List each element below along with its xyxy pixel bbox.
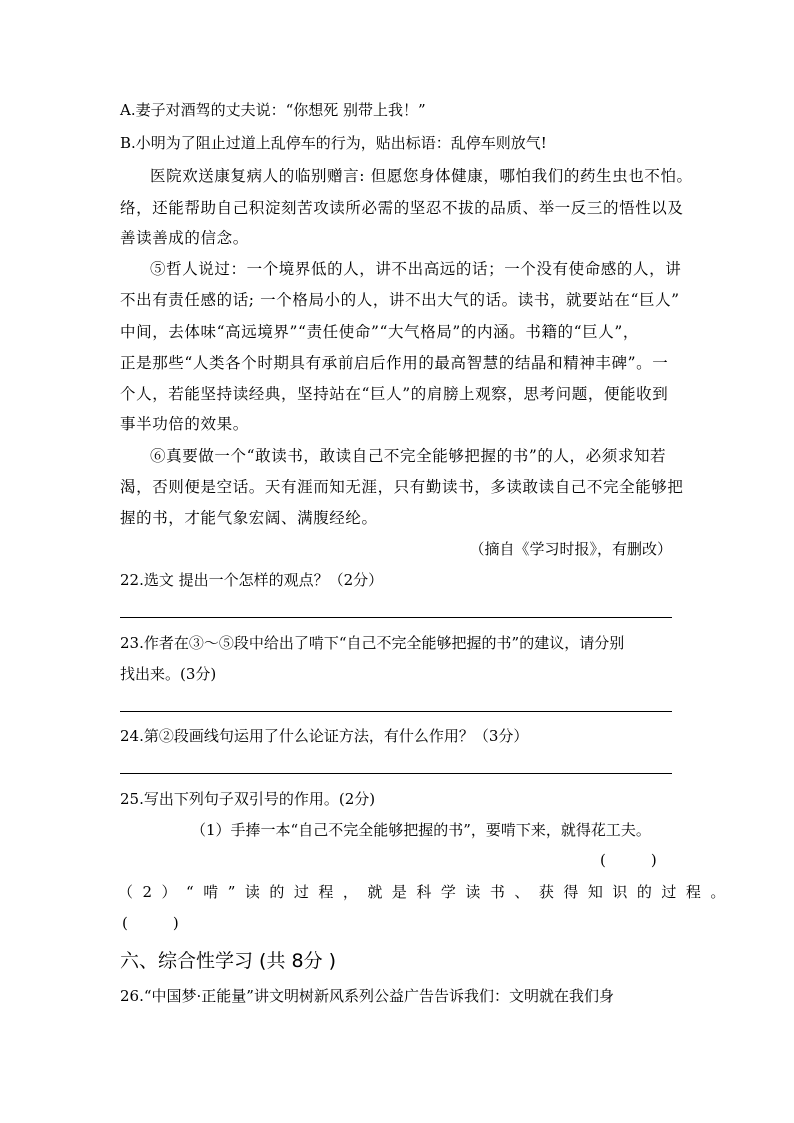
question-26: 26.“中国梦·正能量”讲文明树新风系列公益广告告诉我们：文明就在我们身 (120, 987, 614, 1005)
question-23-cont: 找出来。(3分) (120, 665, 217, 683)
paragraph-6-line: 渴，否则便是空话。天有涯而知无涯，只有勤读书，多读敢读自己不完全能够把 (120, 478, 684, 496)
question-25-item-1: （1）手捧一本“自己不完全能够把握的书”，要啃下来，就得花工夫。 (191, 821, 651, 839)
answer-blank-25-1[interactable]: ( ) (600, 851, 657, 869)
option-b: B.小明为了阻止过道上乱停车的行为，贴出标语：乱停车则放气! (120, 134, 547, 152)
section-heading: 六、综合性学习 (共 8分 ) (120, 950, 337, 972)
question-25: 25.写出下列句子双引号的作用。(2分) (120, 790, 376, 808)
paragraph-5-line: 个人，若能坚持读经典，坚持站在“巨人”的肩膀上观察，思考问题，便能收到 (120, 385, 669, 403)
paragraph-5-line: ⑤哲人说过：一个境界低的人，讲不出高远的话；一个没有使命感的人，讲 (150, 260, 682, 278)
question-22: 22.选文 提出一个怎样的观点？（2分） (120, 571, 384, 589)
paragraph-6-line: ⑥真要做一个“敢读书，敢读自己不完全能够把握的书”的人，必须求知若 (150, 447, 667, 465)
question-25-item-2: （2）“啃”读的过程，就是科学读书、获得知识的过程。 (118, 883, 735, 901)
paragraph-line: 络，还能帮助自己积淀刻苦攻读所必需的坚忍不拔的品质、举一反三的悟性以及 (120, 199, 684, 217)
paragraph-line: 医院欢送康复病人的临别赠言: 但愿您身体健康，哪怕我们的药生虫也不怕。 (150, 167, 693, 185)
paragraph-5-line: 不出有责任感的话; 一个格局小的人，讲不出大气的话。读书，就要站在“巨人” (120, 291, 680, 309)
answer-blank-25-2[interactable]: ( ) (122, 914, 179, 932)
question-23: 23.作者在③～⑤段中给出了啃下“自己不完全能够把握的书”的建议，请分别 (120, 634, 625, 652)
paragraph-line: 善读善成的信念。 (120, 229, 249, 247)
answer-line-22[interactable] (120, 617, 672, 618)
paragraph-6-line: 握的书，才能气象宏阔、满腹经纶。 (120, 509, 378, 527)
paragraph-5-line: 正是那些“人类各个时期具有承前启后作用的最高智慧的结晶和精神丰碑”。一 (120, 354, 669, 372)
option-a: A.妻子对酒驾的丈夫说：“你想死 别带上我！” (120, 101, 426, 119)
source-citation: （摘自《学习时报》，有删改） (469, 540, 672, 558)
paragraph-5-line: 事半功倍的效果。 (120, 415, 249, 433)
answer-line-24[interactable] (120, 773, 672, 774)
question-24: 24.第②段画线句运用了什么论证方法，有什么作用？（3分） (120, 727, 529, 745)
paragraph-5-line: 中间，去体味“高远境界”“责任使命”“大气格局”的内涵。书籍的“巨人”， (120, 323, 639, 341)
answer-line-23[interactable] (120, 711, 672, 712)
